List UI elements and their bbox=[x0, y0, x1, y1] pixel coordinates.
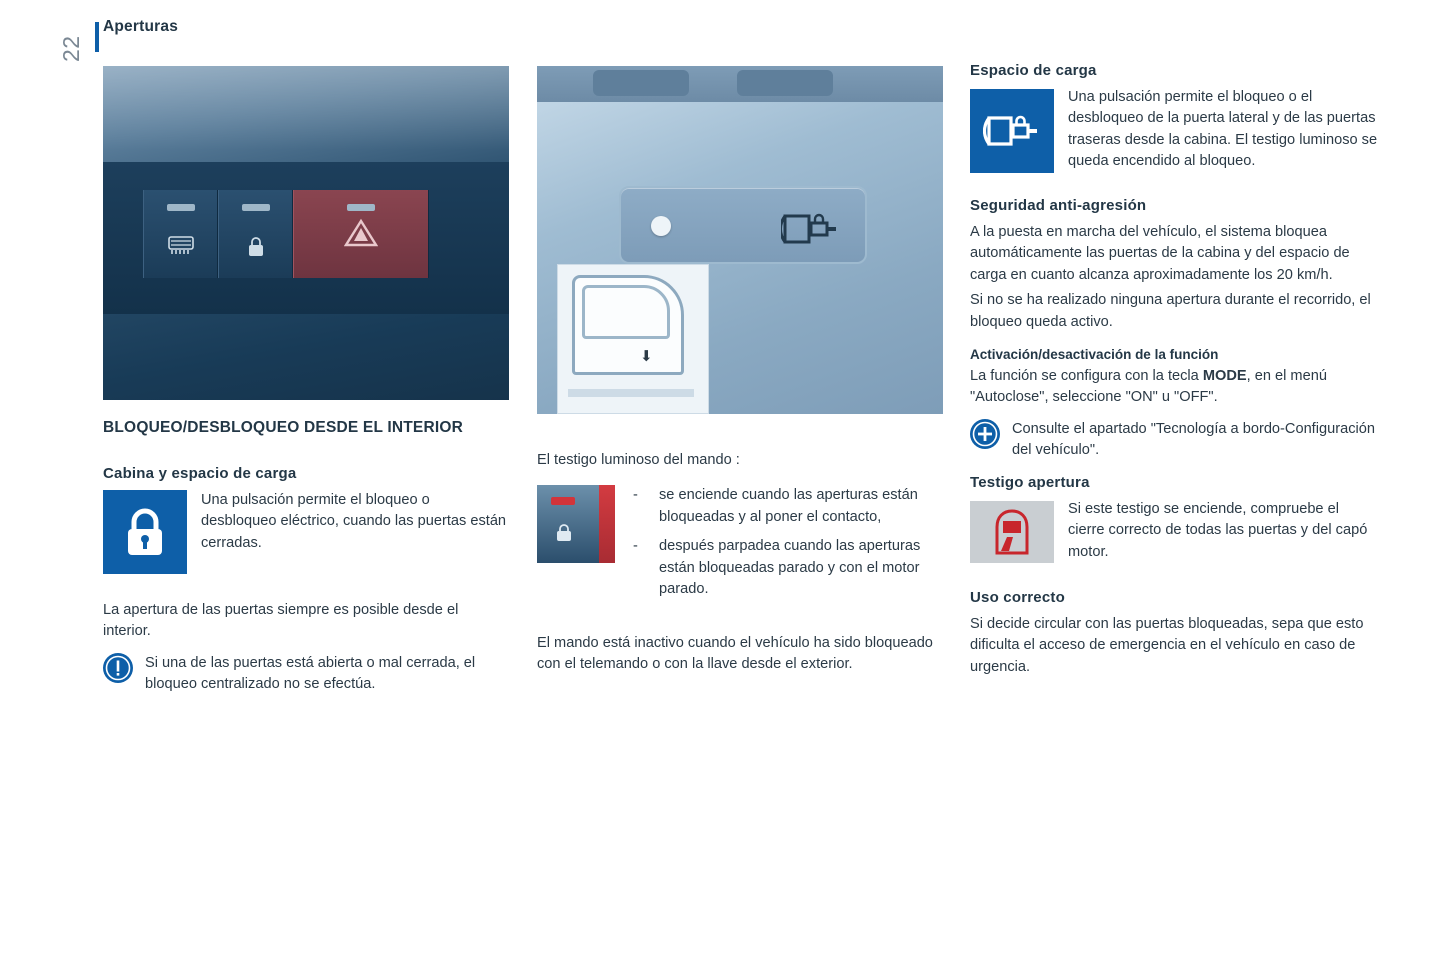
lock-icon bbox=[555, 523, 573, 546]
exclamation-circle-icon bbox=[103, 653, 133, 683]
paragraph-command-inactive: El mando está inactivo cuando el vehículo ha sido bloqueado con el telemando o con la llave desde el exterior. bbox=[537, 634, 933, 673]
activation-text-a: La función se configura con la tecla bbox=[970, 367, 1203, 384]
switch-tab bbox=[242, 204, 270, 211]
column-middle bbox=[537, 66, 943, 686]
switch-row bbox=[143, 190, 429, 278]
switch-tab bbox=[167, 204, 195, 211]
list-item bbox=[633, 536, 943, 600]
air-vent-right bbox=[737, 70, 833, 96]
column-right bbox=[970, 62, 1378, 688]
dash-marker: - bbox=[633, 487, 638, 504]
list-item-text: se enciende cuando las aperturas están bloqueadas y al poner el contacto, bbox=[659, 487, 918, 525]
air-vent-left bbox=[593, 70, 689, 96]
central-lock-switch bbox=[218, 190, 293, 278]
icon-note-text: Una pulsación permite el bloqueo o el desbloqueo de la puerta lateral y de las puertas traseras desde la cabina. El testigo luminoso se queda encendido al bloqueo. bbox=[1068, 89, 1378, 170]
icon-note-door-open-lamp bbox=[970, 499, 1378, 573]
paragraph-activation bbox=[970, 366, 1378, 409]
icon-note-text: Una pulsación permite el bloqueo o desbloqueo eléctrico, cuando las puertas están cerradas. bbox=[201, 491, 507, 551]
cargo-lock-icon bbox=[781, 210, 839, 253]
column-left bbox=[103, 66, 509, 706]
hazard-switch-edge bbox=[599, 485, 615, 563]
indicator-bullet-list bbox=[633, 485, 943, 608]
page-header bbox=[103, 18, 178, 36]
down-arrow-icon: ⬇ bbox=[640, 348, 653, 365]
padlock-badge-icon bbox=[103, 490, 187, 574]
warning-note-text: Si una de las puertas está abierta o mal cerrada, el bloqueo centralizado no se efectúa. bbox=[145, 654, 476, 693]
figure-dashboard-switch-panel bbox=[103, 66, 509, 400]
paragraph-anti-aggression-1: A la puesta en marcha del vehículo, el sistema bloquea automáticamente las puertas de la cabina y del espacio de carga en cuanto alcanza aproximadamente los 20 km/h. bbox=[970, 223, 1350, 283]
paragraph-indicator-lead: El testigo luminoso del mando : bbox=[537, 452, 740, 468]
paragraph-open-from-inside: La apertura de las puertas siempre es posible desde el interior. bbox=[103, 601, 459, 640]
subheading-correct-use: Uso correcto bbox=[970, 589, 1065, 606]
mode-key-label: MODE bbox=[1202, 367, 1247, 384]
activation-text-b: , en el menú "Autoclose", seleccione "ON" u "OFF". bbox=[970, 367, 1327, 406]
door-open-warning-badge-icon bbox=[970, 501, 1054, 563]
section-heading-lock-unlock-inside: BLOQUEO/DESBLOQUEO DESDE EL INTERIOR bbox=[103, 419, 464, 436]
page-number: 22 bbox=[58, 35, 84, 62]
rear-demist-switch bbox=[143, 190, 218, 278]
list-item bbox=[633, 485, 943, 528]
icon-note-electric-lock bbox=[103, 490, 509, 574]
info-note-text: Consulte el apartado "Tecnología a bordo-Configuración del vehículo". bbox=[1012, 420, 1375, 459]
plus-circle-icon bbox=[970, 419, 1000, 449]
header-accent-bar bbox=[95, 22, 99, 52]
hazard-warning-switch bbox=[293, 190, 429, 278]
lock-icon bbox=[247, 236, 265, 262]
subheading-activation: Activación/desactivación de la función bbox=[970, 346, 1219, 362]
paragraph-anti-aggression-2: Si no se ha realizado ninguna apertura durante el recorrido, el bloqueo queda activo. bbox=[970, 292, 1371, 330]
icon-note-cargo-lock bbox=[970, 87, 1378, 183]
door-window bbox=[582, 285, 670, 339]
switch-tab bbox=[347, 204, 375, 211]
dash-top-bar bbox=[537, 66, 943, 102]
paragraph-correct-use: Si decide circular con las puertas bloqueadas, sepa que esto dificulta el acceso de emergencia en el vehículo en caso de urgencia. bbox=[970, 616, 1364, 675]
inset-door-diagram bbox=[557, 264, 709, 414]
dash-marker: - bbox=[633, 538, 638, 555]
switch-red-tab bbox=[551, 497, 575, 505]
subheading-anti-aggression: Seguridad anti-agresión bbox=[970, 196, 1147, 214]
cargo-lock-badge-icon bbox=[970, 89, 1054, 173]
page-title: Aperturas bbox=[103, 18, 179, 35]
figure-cargo-lock-button bbox=[537, 66, 943, 414]
subheading-cargo-space: Espacio de carga bbox=[970, 62, 1097, 79]
subheading-opening-warning-lamp: Testigo apertura bbox=[970, 473, 1090, 491]
figure-lock-switch-thumbnail bbox=[537, 485, 615, 563]
demist-icon bbox=[168, 236, 194, 258]
icon-note-text: Si este testigo se enciende, compruebe el cierre correcto de todas las puertas y del capó motor. bbox=[1068, 500, 1368, 560]
indicator-lamp bbox=[651, 216, 671, 236]
indicator-behaviour-block bbox=[537, 485, 943, 618]
info-note-consult bbox=[970, 419, 1378, 462]
door-sill bbox=[568, 389, 694, 397]
warning-note-door-ajar bbox=[103, 653, 509, 696]
control-panel bbox=[619, 186, 867, 264]
panel-gloss bbox=[103, 66, 509, 150]
subheading-cabin-cargo: Cabina y espacio de carga bbox=[103, 464, 297, 482]
list-item-text: después parpadea cuando las aperturas están bloqueadas parado y con el motor parado. bbox=[659, 538, 921, 598]
hazard-triangle-icon bbox=[344, 218, 378, 248]
